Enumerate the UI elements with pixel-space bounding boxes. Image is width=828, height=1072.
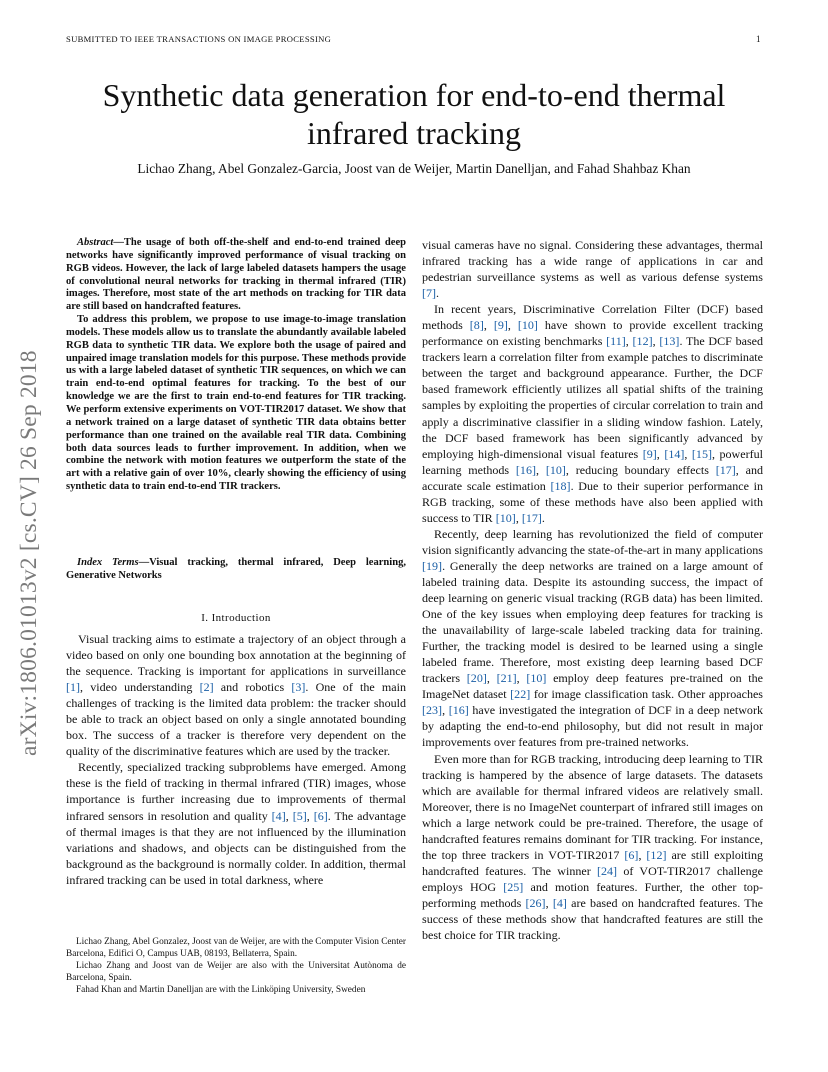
citation-link[interactable]: [19] — [422, 558, 443, 573]
citation-link[interactable]: [24] — [597, 863, 618, 878]
abstract-text-1: The usage of both off-the-shelf and end-to-end trained deep networks have significantly improved performance of visual tracking on RGB videos. However, the lack of large labeled datasets hampers the usage of convolutional neural networks for tracking in thermal infrared (TIR) images. Therefore, most state of the art methods on tracking for TIR data are still based on handcrafted features. — [66, 237, 406, 313]
citation-link[interactable]: [12] — [646, 847, 667, 862]
abstract-paragraph-1: Abstract—The usage of both off-the-shelf and end-to-end trained deep networks have significantly improved performance of visual tracking on RGB videos. However, the lack of large labeled datasets hampers the usage of convolutional neural networks for tracking in thermal infrared (TIR) images. Therefore, most state of the art methods on tracking for TIR data are still based on handcrafted features. — [66, 237, 406, 313]
index-terms: Index Terms—Visual tracking, thermal infrared, Deep learning, Generative Networks — [66, 557, 407, 581]
footnote-affiliation-3: Fahad Khan and Martin Danelljan are with the Linköping University, Sweden — [76, 984, 366, 995]
citation-link[interactable]: [7] — [422, 286, 437, 301]
citation-link[interactable]: [17] — [521, 510, 542, 525]
body-paragraph: In recent years, Discriminative Correlation Filter (DCF) based methods [8], [9], [10] have shown to provide excellent tracking performance on existing benchmarks [11], [12], [13]. The DCF based trackers learn a correlation filter from example patches to discriminate between the target and background appearance. Further, the DCF based framework efficiently utilizes all spatial shifts of the training samples by exploiting the properties of circular correlation to train and apply a discriminative classifier in a sliding window fashion. Lately, the DCF based framework has been significantly advanced by employing high-dimensional visual features [9], [14], [15], powerful learning methods [16], [10], reducing boundary effects [17], and accurate scale estimation [18]. Due to their superior performance in RGB tracking, some of these methods have also been applied with success to TIR [10], [17]. — [422, 302, 764, 525]
arxiv-stamp: arXiv:1806.01013v2 [cs.CV] 26 Sep 2018 — [16, 350, 42, 756]
citation-link[interactable]: [12] — [632, 334, 653, 349]
citation-link[interactable]: [26] — [525, 895, 546, 910]
citation-link[interactable]: [3] — [291, 680, 306, 695]
citation-link[interactable]: [17] — [715, 462, 736, 477]
body-paragraph: Recently, specialized tracking subproblems have emerged. Among these is the field of tracking in thermal infrared (TIR) images, whose importance is further increasing due to improvements of thermal infrared sensors in resolution and quality [4], [5], [6]. The advantage of thermal images is that they are not influenced by the illumination variations and shadows, and objects can be distinguished from the background as the background is normally colder. In addition, thermal infrared tracking can be used in total darkness, where — [66, 760, 406, 887]
citation-link[interactable]: [1] — [66, 680, 81, 695]
abstract-label: Abstract — [77, 237, 114, 248]
index-terms-label: Index Terms — [77, 557, 139, 568]
index-terms-text: Visual tracking, thermal infrared, Deep learning, Generative Networks — [66, 557, 407, 581]
body-paragraph: visual cameras have no signal. Considering these advantages, thermal infrared tracking has a wide range of applications in car and pedestrian surveillance systems as well as various defense systems [7]. — [422, 238, 763, 301]
citation-link[interactable]: [25] — [503, 879, 524, 894]
citation-link[interactable]: [13] — [659, 334, 680, 349]
right-column-body — [422, 237, 763, 943]
citation-link[interactable]: [18] — [550, 478, 571, 493]
footnote-affiliation-1: Lichao Zhang, Abel Gonzalez, Joost van de Weijer, are with the Computer Vision Center Barcelona, Edifici O, Campus UAB, 08193, Bellaterra, Spain. — [66, 937, 406, 959]
citation-link[interactable]: [11] — [606, 334, 626, 349]
citation-link[interactable]: [4] — [271, 808, 286, 823]
citation-link[interactable]: [10] — [495, 510, 516, 525]
citation-link[interactable]: [2] — [199, 680, 214, 695]
footnotes — [66, 937, 406, 997]
body-paragraph: Visual tracking aims to estimate a trajectory of an object through a video based on only one bounding box annotation at the beginning of the sequence. Tracking is important for applications in surveillance [1], video understanding [2] and robotics [3]. One of the main challenges of tracking is the limited data problem: the tracker should be able to track an object based on only a single annotated bounding box. The success of a tracker is therefore very dependent on the quality of the discriminative features which are used by the tracker. — [66, 632, 406, 759]
citation-link[interactable]: [4] — [552, 895, 567, 910]
page-number: 1 — [756, 34, 761, 44]
abstract-paragraph-2: To address this problem, we propose to use image-to-image translation models. These models allow us to translate the abundantly available labeled RGB data to synthetic TIR data. We explore both the usage of paired and unpaired image translation models for this purpose. These methods provide us with a large labeled dataset of synthetic TIR sequences, on which we can train end-to-end optimal features for tracking. To the best of our knowledge we are the first to train end-to-end features for TIR tracking. We perform extensive experiments on VOT-TIR2017 dataset. We show that a network trained on a large dataset of synthetic TIR data obtains better performance than one trained on the available real TIR data. Combining both data sources leads to further improvement. In addition, when we combine the network with motion features we outperform the state of the art with a relative gain of over 10%, clearly showing the efficiency of using synthetic data to train end-to-end TIR trackers. — [66, 314, 406, 493]
body-paragraph: Recently, deep learning has revolutionized the field of computer vision significantly advancing the state-of-the-art in many applications [19]. Generally the deep networks are trained on a large amount of labeled training data. Despite its astounding success, the impact of deep learning on generic visual tracking (RGB data) has been limited. One of the key issues when employing deep features for tracking is the unavailability of large-scale labeled tracking data for training. Further, the tracking model is desired to be learned using a single labeled frame. Therefore, most existing deep learning based DCF trackers [20], [21], [10] employ deep features pre-trained on the ImageNet dataset [22] for image classification task. Other approaches [23], [16] have investigated the integration of DCF in a deep network by adapting the end-to-end philosophy, but did not result in major improvements over features from pre-trained networks. — [422, 526, 763, 750]
citation-link[interactable]: [6] — [624, 847, 639, 862]
section-heading: I. Introduction — [201, 612, 271, 624]
citation-link[interactable]: [16] — [515, 462, 536, 477]
citation-link[interactable]: [10] — [517, 318, 538, 333]
citation-link[interactable]: [5] — [292, 808, 307, 823]
running-head: SUBMITTED TO IEEE TRANSACTIONS ON IMAGE PROCESSING — [66, 34, 332, 44]
citation-link[interactable]: [22] — [510, 687, 531, 702]
body-paragraph: Even more than for RGB tracking, introducing deep learning to TIR tracking is hampered by the absence of large datasets. The datasets which are available for thermal infrared videos are relatively small. Moreover, there is no ImageNet counterpart of infrared still images on which a large network could be pre-trained. Therefore, the usage of handcrafted features remains dominant for TIR tracking. For instance, the top three trackers in VOT-TIR2017 [6], [12] are still exploiting handcrafted features. The winner [24] of VOT-TIR2017 challenge employs HOG [25] and motion features. Further, the other top-performing methods [26], [4] are based on handcrafted features. The success of these methods show that handcrafted features are still the best choice for TIR tracking. — [422, 751, 764, 943]
abstract — [66, 237, 406, 494]
footnote-affiliation-2: Lichao Zhang and Joost van de Weijer are also with the Universitat Autònoma de Barcelona, Spain. — [66, 960, 406, 983]
citation-link[interactable]: [16] — [448, 703, 469, 718]
citation-link[interactable]: [21] — [496, 671, 517, 686]
citation-link[interactable]: [9] — [493, 318, 508, 333]
citation-link[interactable]: [10] — [545, 462, 566, 477]
citation-link[interactable]: [14] — [664, 446, 685, 461]
left-column-body — [66, 631, 406, 888]
citation-link[interactable]: [15] — [691, 446, 712, 461]
citation-link[interactable]: [23] — [422, 703, 443, 718]
citation-link[interactable]: [6] — [313, 808, 328, 823]
citation-link[interactable]: [9] — [642, 446, 657, 461]
citation-link[interactable]: [20] — [466, 671, 487, 686]
paper-title: Synthetic data generation for end-to-end thermal infrared tracking — [102, 77, 726, 151]
author-list: Lichao Zhang, Abel Gonzalez-Garcia, Joost van de Weijer, Martin Danelljan, and Fahad Shahbaz Khan — [137, 161, 691, 176]
citation-link[interactable]: [8] — [469, 318, 484, 333]
citation-link[interactable]: [10] — [526, 671, 547, 686]
